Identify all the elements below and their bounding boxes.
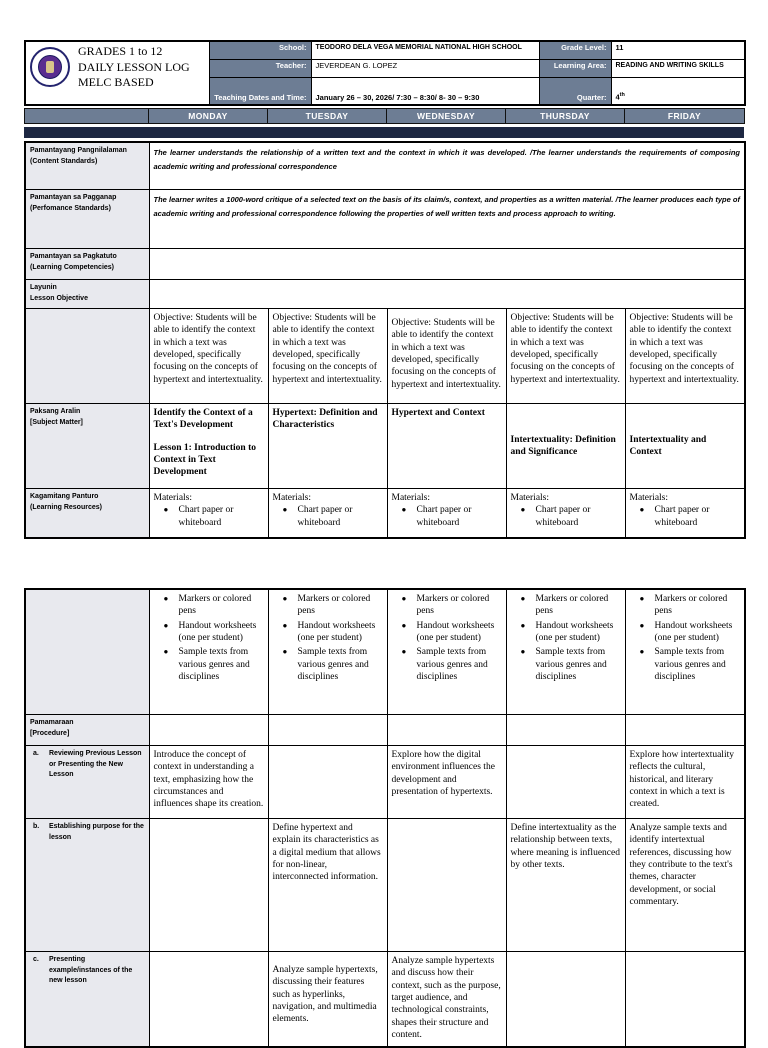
step-b-wednesday (387, 819, 506, 952)
title-line-1: GRADES 1 to 12 (78, 44, 163, 58)
weekday-wednesday: WEDNESDAY (387, 109, 506, 124)
learning-area-value: READING AND WRITING SKILLS (611, 60, 745, 78)
materials-cont-thursday: ● Markers or colored pens ● Handout worksheets (one per student) ● Sample texts from various genres and disciplines (506, 589, 625, 715)
lesson-log-document (24, 40, 744, 1048)
content-standards-text: The learner understands the relationship of a written text and the context in which it was developed. /The learner understands the requirements of composing academic writing and professional correspondence (149, 142, 745, 190)
weekday-thursday: THURSDAY (506, 109, 625, 124)
title-line-2: DAILY LESSON LOG (78, 59, 190, 74)
materials-cont-friday: ● Markers or colored pens ● Handout worksheets (one per student) ● Sample texts from various genres and disciplines (625, 589, 745, 715)
objectives-left-cell (25, 309, 149, 404)
subject-matter-wednesday: Hypertext and Context (387, 404, 506, 489)
row-step-b (25, 819, 745, 952)
step-c-wednesday: Analyze sample hypertexts and discuss how their context, such as the purpose, target audience, and technological constraints, shapes their structure and content. (387, 952, 506, 1048)
step-c-monday (149, 952, 268, 1048)
row-learning-competencies (25, 249, 745, 280)
divider-bar (24, 127, 744, 138)
procedure-friday (625, 715, 745, 746)
step-a-monday: Introduce the concept of context in understanding a text, emphasizing how the circumstances and influences shape its creation. (149, 746, 268, 819)
weekday-friday: FRIDAY (625, 109, 745, 124)
performance-standards-label: Pamantayan sa Pagganap (Perfomance Standards) (25, 190, 149, 249)
materials-monday: Materials: ● Chart paper or whiteboard (149, 489, 268, 539)
materials-cont-tuesday: ● Markers or colored pens ● Handout worksheets (one per student) ● Sample texts from various genres and disciplines (268, 589, 387, 715)
step-c-label: c. Presenting example/instances of the new lesson (25, 952, 149, 1048)
procedure-label: Pamamaraan [Procedure] (25, 715, 149, 746)
step-a-label: a. Reviewing Previous Lesson or Presenting the New Lesson (25, 746, 149, 819)
step-b-monday (149, 819, 268, 952)
objective-wednesday: Objective: Students will be able to identify the context in which a text was developed, specifically focusing on the concepts of hypertext and intertextuality. (387, 309, 506, 404)
learning-area-label: Learning Area: (539, 60, 611, 78)
lesson-plan-table-bottom (24, 588, 746, 1048)
title-block-cell (25, 41, 209, 105)
deped-seal-icon (30, 47, 70, 87)
quarter-value: 4th (611, 78, 745, 106)
row-performance-standards (25, 190, 745, 249)
subject-matter-thursday: Intertextuality: Definition and Significance (506, 404, 625, 489)
materials-cont-wednesday: ● Markers or colored pens ● Handout worksheets (one per student) ● Sample texts from various genres and disciplines (387, 589, 506, 715)
weekday-header-row (24, 108, 745, 124)
row-step-c (25, 952, 745, 1048)
materials-tuesday: Materials: ● Chart paper or whiteboard (268, 489, 387, 539)
step-b-friday: Analyze sample texts and identify intertextual references, discussing how they contribute to the text's themes, character development, or social commentary. (625, 819, 745, 952)
lesson-plan-table-top (24, 141, 746, 539)
step-a-tuesday (268, 746, 387, 819)
row-lesson-objective-header (25, 280, 745, 309)
document-title (78, 44, 190, 91)
subject-matter-tuesday: Hypertext: Definition and Characteristics (268, 404, 387, 489)
materials-friday: Materials: ● Chart paper or whiteboard (625, 489, 745, 539)
teaching-dates-label: Teaching Dates and Time: (209, 78, 311, 106)
materials-thursday: Materials: ● Chart paper or whiteboard (506, 489, 625, 539)
school-value: TEODORO DELA VEGA MEMORIAL NATIONAL HIGH SCHOOL (311, 41, 539, 60)
learning-resources-label: Kagamitang Panturo (Learning Resources) (25, 489, 149, 539)
step-c-tuesday: Analyze sample hypertexts, discussing their features such as hyperlinks, navigation, and multimedia elements. (268, 952, 387, 1048)
content-standards-label: Pamantayang Pangnilalaman (Content Standards) (25, 142, 149, 190)
subject-matter-friday: Intertextuality and Context (625, 404, 745, 489)
lesson-objective-cell (149, 280, 745, 309)
header-table (24, 40, 746, 106)
row-content-standards (25, 142, 745, 190)
step-b-thursday: Define intertextuality as the relationship between texts, where meaning is influenced by other texts. (506, 819, 625, 952)
weekday-empty-cell (25, 109, 149, 124)
step-a-friday: Explore how intertextuality reflects the cultural, historical, and literary context in which a text is created. (625, 746, 745, 819)
teacher-value: JEVERDEAN G. LOPEZ (311, 60, 539, 78)
objective-monday: Objective: Students will be able to identify the context in which a text was developed, specifically focusing on the concepts of hypertext and intertextuality. (149, 309, 268, 404)
row-subject-matter (25, 404, 745, 489)
row-learning-resources (25, 489, 745, 539)
quarter-label: Quarter: (539, 78, 611, 106)
weekday-monday: MONDAY (149, 109, 268, 124)
teacher-label: Teacher: (209, 60, 311, 78)
school-label: School: (209, 41, 311, 60)
row-procedure-header (25, 715, 745, 746)
row-materials-continued (25, 589, 745, 715)
performance-standards-text: The learner writes a 1000-word critique of a selected text on the basis of its claim/s, context, and properties as a written material. /The learner produces each type of academic writing and professional correspondence following the properties of well written texts and process approach to writing. (149, 190, 745, 249)
objective-thursday: Objective: Students will be able to identify the context in which a text was developed, specifically focusing on the concepts of hypertext and intertextuality. (506, 309, 625, 404)
procedure-thursday (506, 715, 625, 746)
step-c-thursday (506, 952, 625, 1048)
lesson-objective-label: Layunin Lesson Objective (25, 280, 149, 309)
learning-competencies-label: Pamantayan sa Pagkatuto (Learning Competencies) (25, 249, 149, 280)
materials-cont-monday: ● Markers or colored pens ● Handout worksheets (one per student) ● Sample texts from various genres and disciplines (149, 589, 268, 715)
materials-continued-left-cell (25, 589, 149, 715)
procedure-monday (149, 715, 268, 746)
objective-friday: Objective: Students will be able to identify the context in which a text was developed, specifically focusing on the concepts of hypertext and intertextuality. (625, 309, 745, 404)
header-row-school (25, 41, 745, 60)
weekday-tuesday: TUESDAY (268, 109, 387, 124)
grade-level-label: Grade Level: (539, 41, 611, 60)
subject-matter-label: Paksang Aralin [Subject Matter] (25, 404, 149, 489)
step-a-thursday (506, 746, 625, 819)
teaching-dates-value: January 26 – 30, 2026/ 7:30 – 8:30/ 8- 30 – 9:30 (311, 78, 539, 106)
procedure-tuesday (268, 715, 387, 746)
learning-competencies-cell (149, 249, 745, 280)
row-objectives (25, 309, 745, 404)
materials-wednesday: Materials: ● Chart paper or whiteboard (387, 489, 506, 539)
grade-level-value: 11 (611, 41, 745, 60)
row-step-a (25, 746, 745, 819)
step-b-tuesday: Define hypertext and explain its characteristics as a digital medium that allows for non-linear, interconnected information. (268, 819, 387, 952)
title-line-3: MELC BASED (78, 75, 154, 90)
procedure-wednesday (387, 715, 506, 746)
step-c-friday (625, 952, 745, 1048)
step-a-wednesday: Explore how the digital environment influences the development and presentation of hypertexts. (387, 746, 506, 819)
step-b-label: b. Establishing purpose for the lesson (25, 819, 149, 952)
subject-matter-monday: Identify the Context of a Text's Development Lesson 1: Introduction to Context in Text Development (149, 404, 268, 489)
objective-tuesday: Objective: Students will be able to identify the context in which a text was developed, specifically focusing on the concepts of hypertext and intertextuality. (268, 309, 387, 404)
